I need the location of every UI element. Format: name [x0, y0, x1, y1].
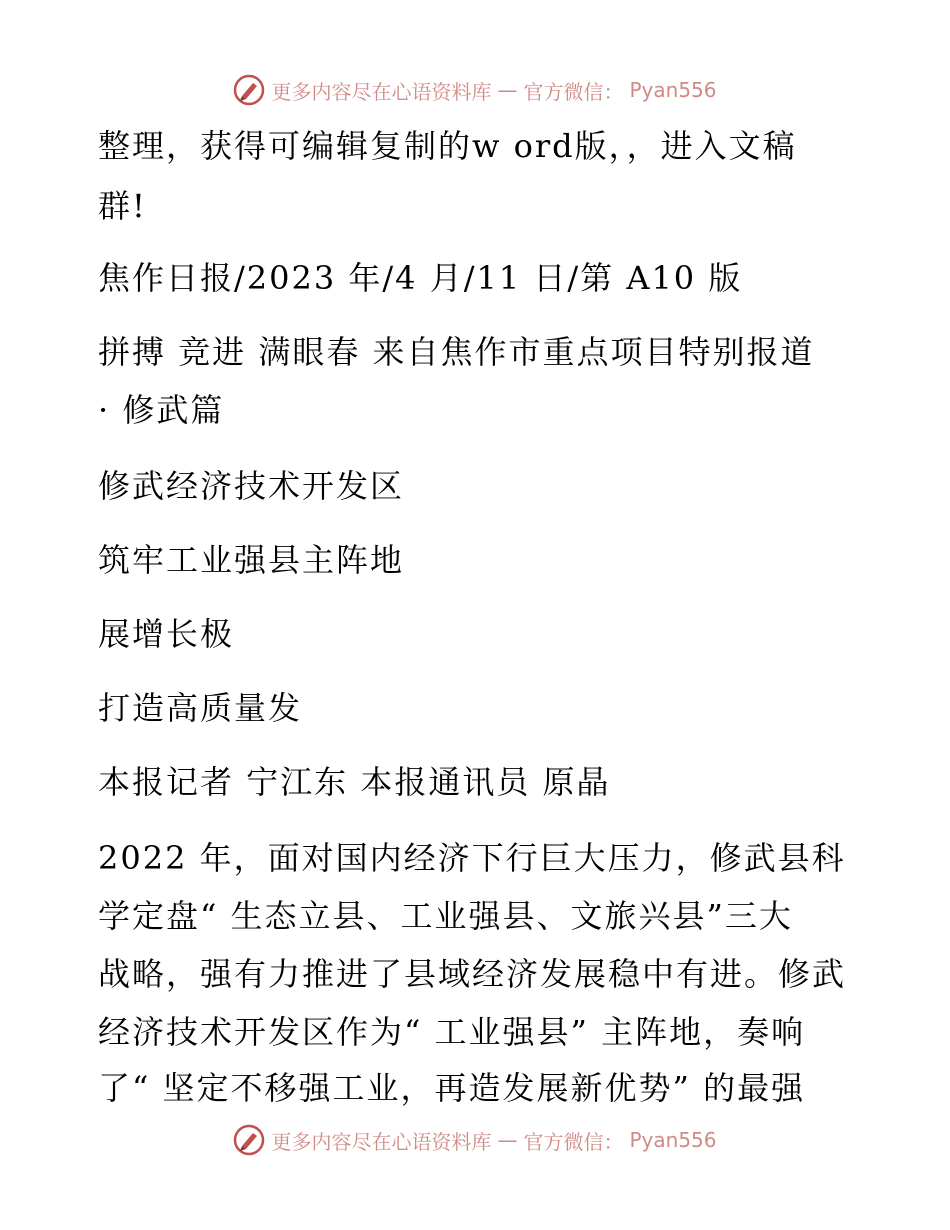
paragraph-line: 2022 年，面对国内经济下行巨大压力，修武县科: [98, 839, 846, 877]
watermark-dash: —: [497, 1128, 518, 1152]
article-series-subtitle: · 修武篇: [98, 391, 225, 429]
pen-logo-icon: [233, 74, 265, 106]
paragraph-line: 经济技术开发区作为“ 工业强县” 主阵地，奏响: [98, 1013, 806, 1051]
watermark-main-text: 更多内容尽在心语资料库: [271, 79, 492, 104]
footer-watermark: [0, 1120, 950, 1160]
watermark-official-text: 官方微信：: [523, 1129, 624, 1154]
article-heading: 展增长极: [98, 615, 235, 653]
text-line: 群!: [98, 187, 147, 225]
watermark-account: Pyan556: [629, 1128, 717, 1152]
header-watermark: [0, 70, 950, 110]
text-line: 整理，获得可编辑复制的w ord版，，进入文稿: [98, 127, 797, 165]
article-heading: 筑牢工业强县主阵地: [98, 541, 405, 579]
watermark-official-text: 官方微信：: [523, 79, 624, 104]
watermark-account: Pyan556: [629, 78, 717, 102]
article-heading: 修武经济技术开发区: [98, 467, 405, 505]
paragraph-line: 了“ 坚定不移强工业，再造发展新优势” 的最强: [98, 1069, 806, 1107]
article-byline: 本报记者 宁江东 本报通讯员 原晶: [98, 763, 611, 801]
pen-logo-icon: [233, 1124, 265, 1156]
watermark-dash: —: [497, 78, 518, 102]
watermark-main-text: 更多内容尽在心语资料库: [271, 1129, 492, 1154]
article-source-line: 焦作日报/2023 年/4 月/11 日/第 A10 版: [98, 259, 743, 297]
article-heading: 打造高质量发: [98, 689, 303, 727]
article-series-title: 拼搏 竞进 满眼春 来自焦作市重点项目特别报道: [98, 333, 815, 371]
paragraph-line: 学定盘“ 生态立县、工业强县、文旅兴县”三大: [98, 897, 793, 935]
paragraph-line: 战略，强有力推进了县域经济发展稳中有进。修武: [98, 955, 847, 993]
